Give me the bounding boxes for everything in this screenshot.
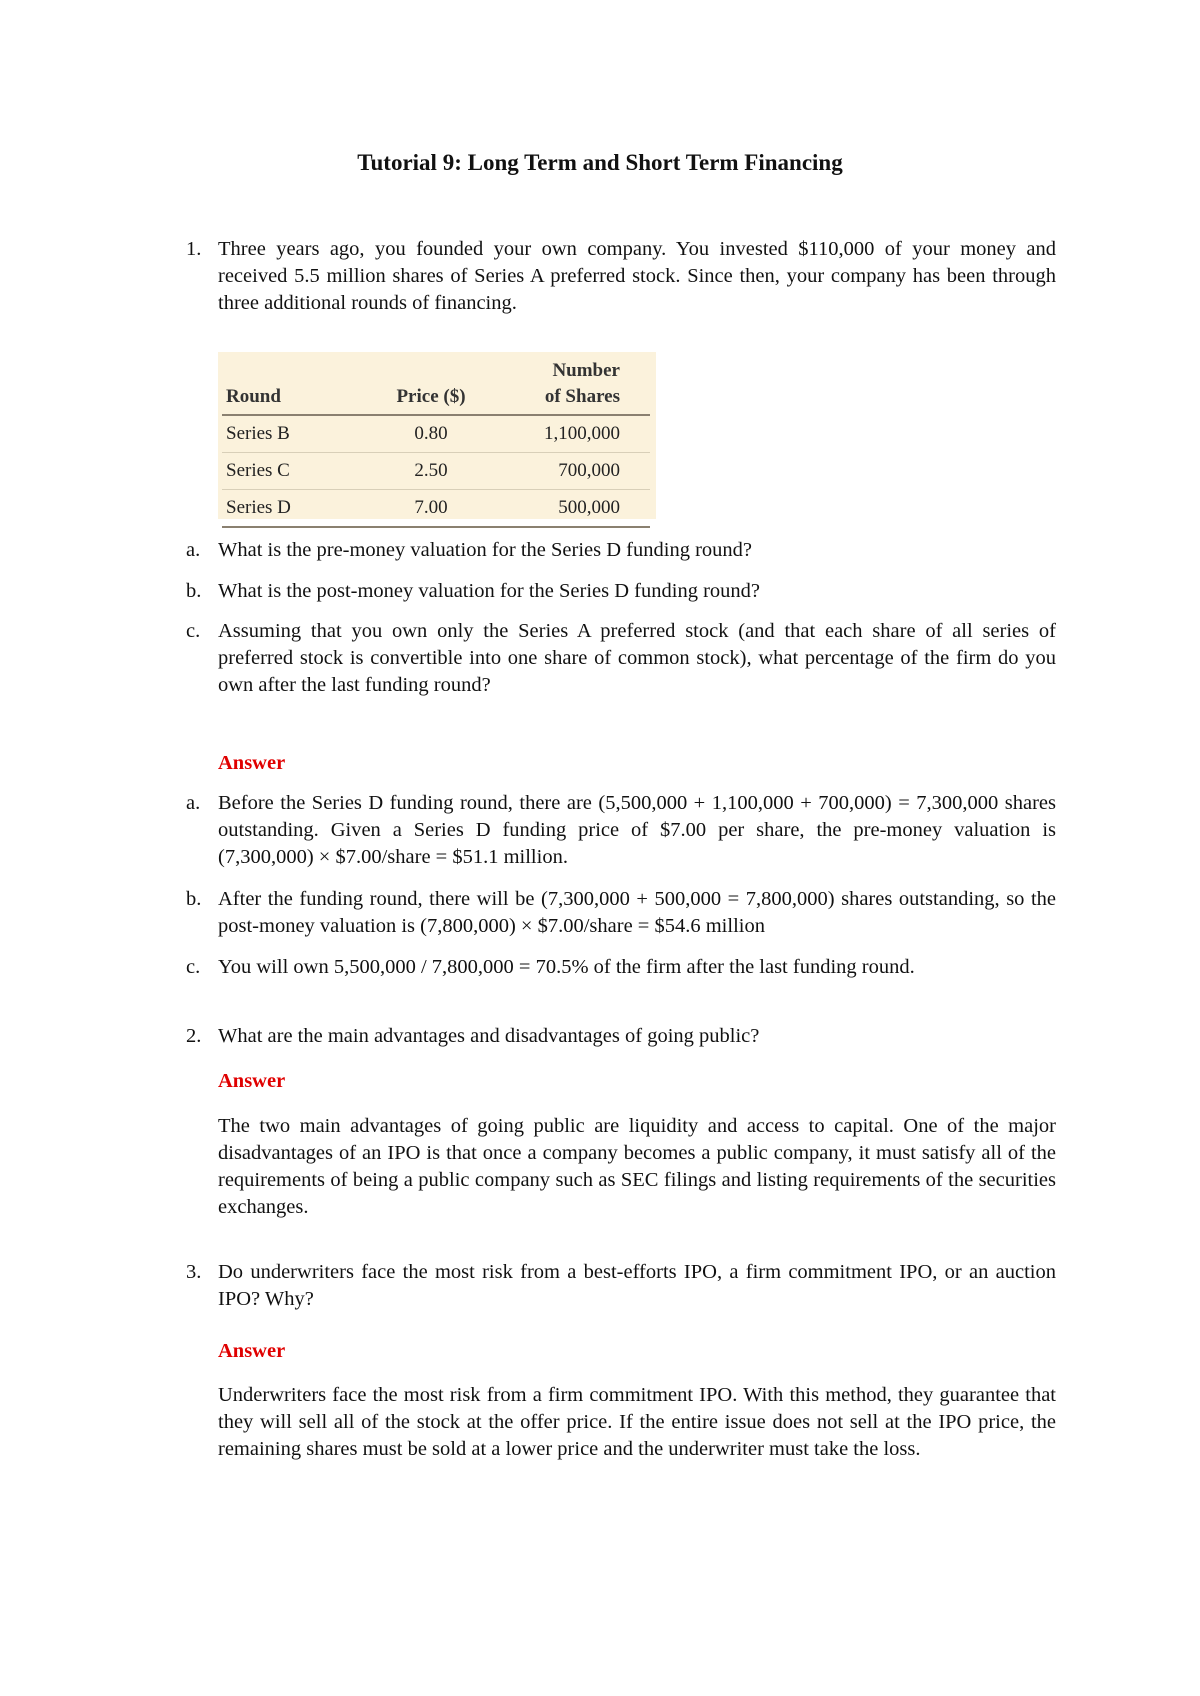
header-shares-line1: Number xyxy=(552,360,620,381)
part-label: a. xyxy=(186,539,201,561)
question-text: Three years ago, you founded your own company. You invested $110,000 of your money and received 5.5 million shares of Series A preferred stock. Since then, your company has been through three additional rounds of financing. xyxy=(218,238,1056,314)
header-price: Price ($) xyxy=(396,386,466,407)
answer-label: b. xyxy=(186,888,202,910)
cell-round: Series C xyxy=(222,453,371,490)
question-1c xyxy=(186,618,1056,699)
question-3 xyxy=(186,1259,1056,1313)
cell-round: Series B xyxy=(222,415,371,453)
answer-heading-3: Answer xyxy=(218,1340,286,1362)
part-text: Assuming that you own only the Series A preferred stock (and that each share of all series of preferred stock is convertible into one share of common stock), what percentage of the firm do you own after the last funding round? xyxy=(218,620,1056,696)
financing-rounds-table xyxy=(218,352,656,519)
table-row xyxy=(222,415,650,453)
page-title: Tutorial 9: Long Term and Short Term Financing xyxy=(357,150,843,175)
cell-round: Series D xyxy=(222,490,371,528)
answer-text: Before the Series D funding round, there are (5,500,000 + 1,100,000 + 700,000) = 7,300,000 shares outstanding. Given a Series D funding price of $7.00 per share, the pre-money valuation is (7,300,000) × $7.00/share = $51.1 million. xyxy=(218,792,1056,868)
part-text: What is the post-money valuation for the Series D funding round? xyxy=(218,580,760,602)
answer-1b xyxy=(186,886,1056,940)
part-label: b. xyxy=(186,580,202,602)
question-text: What are the main advantages and disadvantages of going public? xyxy=(218,1025,760,1047)
header-shares-line2: of Shares xyxy=(544,386,620,407)
answer-heading-1: Answer xyxy=(218,752,286,774)
answer-text: After the funding round, there will be (7,300,000 + 500,000 = 7,800,000) shares outstanding, so the post-money valuation is (7,800,000) × $7.00/share = $54.6 million xyxy=(218,888,1056,937)
part-label: c. xyxy=(186,620,201,642)
question-1 xyxy=(186,236,1056,317)
answer-heading-2: Answer xyxy=(218,1070,286,1092)
header-shares xyxy=(491,358,650,415)
question-1b xyxy=(186,578,1056,605)
cell-price: 2.50 xyxy=(371,453,491,490)
answer-2-text: The two main advantages of going public are liquidity and access to capital. One of the major disadvantages of an IPO is that once a company becomes a public company, it must satisfy all of the requirements of being a public company such as SEC filings and listing requirements of the securities exchanges. xyxy=(218,1115,1056,1218)
question-number: 1. xyxy=(186,238,202,260)
answer-text: You will own 5,500,000 / 7,800,000 = 70.5% of the firm after the last funding round. xyxy=(218,956,915,978)
question-number: 2. xyxy=(186,1025,202,1047)
question-2 xyxy=(186,1023,1056,1050)
answer-3-text: Underwriters face the most risk from a firm commitment IPO. With this method, they guarantee that they will sell all of the stock at the offer price. If the entire issue does not sell at the IPO price, the remaining shares must be sold at a lower price and the underwriter must take the loss. xyxy=(218,1384,1056,1460)
cell-shares: 700,000 xyxy=(491,453,650,490)
cell-price: 0.80 xyxy=(371,415,491,453)
question-text: Do underwriters face the most risk from a best-efforts IPO, a firm commitment IPO, or an auction IPO? Why? xyxy=(218,1261,1056,1310)
part-text: What is the pre-money valuation for the Series D funding round? xyxy=(218,539,752,561)
table-row xyxy=(222,453,650,490)
header-round: Round xyxy=(226,386,281,407)
cell-shares: 500,000 xyxy=(491,490,650,528)
answer-label: a. xyxy=(186,792,201,814)
answer-1a xyxy=(186,790,1056,871)
cell-price: 7.00 xyxy=(371,490,491,528)
cell-shares: 1,100,000 xyxy=(491,415,650,453)
question-1a xyxy=(186,537,1056,564)
table-row xyxy=(222,490,650,528)
answer-1c xyxy=(186,954,1056,981)
answer-label: c. xyxy=(186,956,201,978)
question-number: 3. xyxy=(186,1261,202,1283)
